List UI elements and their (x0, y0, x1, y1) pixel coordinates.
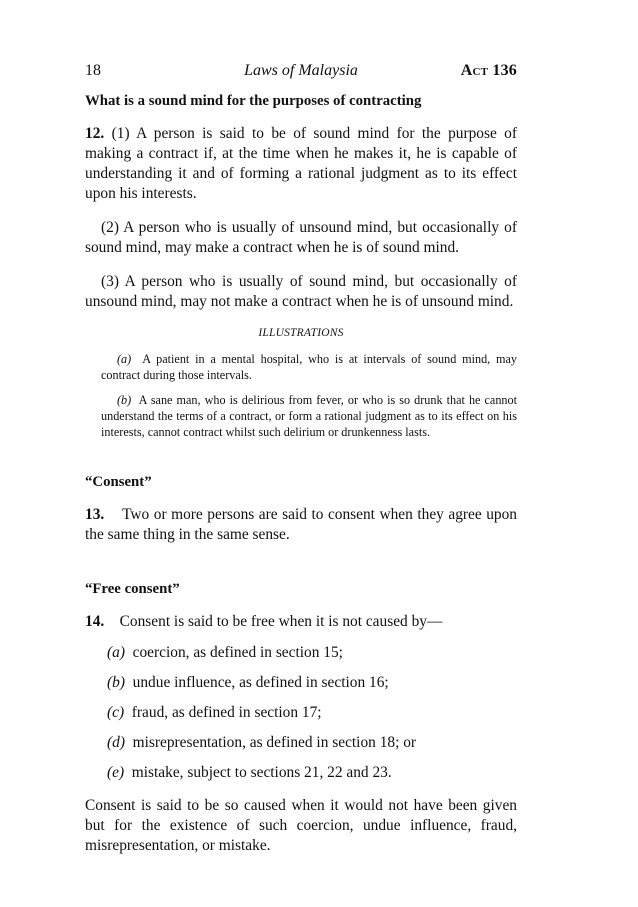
section-14-number: 14. (85, 613, 105, 630)
section-14-heading: “Free consent” (85, 581, 180, 597)
illustration-a (101, 351, 517, 383)
section-12-number: 12. (85, 125, 105, 142)
item-e-text: mistake, subject to sections 21, 22 and 23. (131, 764, 392, 781)
item-e-label: (e) (107, 764, 125, 781)
section-14-item-a (107, 643, 517, 663)
page-number: 18 (85, 62, 101, 79)
illustration-a-text: A patient in a mental hospital, who is at intervals of sound mind, may contract during those intervals. (101, 352, 518, 382)
section-12-subsection-1 (85, 124, 517, 204)
item-a-label: (a) (107, 644, 125, 661)
section-14-item-d (107, 733, 517, 753)
section-14-item-c (107, 703, 517, 723)
item-d-text: misrepresentation, as defined in section 18; or (132, 734, 417, 751)
section-13-heading: “Consent” (85, 474, 152, 490)
section-14-intro-block (85, 612, 517, 632)
item-b-text: undue influence, as defined in section 16; (132, 674, 389, 691)
section-12-subsection-3: (3) A person who is usually of sound mind, but occasionally of unsound mind, may not make a contract when he is of unsound mind. (85, 273, 517, 310)
item-b-label: (b) (107, 674, 125, 691)
illustrations-title: ILLUSTRATIONS (258, 327, 344, 339)
act-number: Act 136 (460, 62, 517, 79)
section-14-closing: Consent is said to be so caused when it would not have been given but for the existence of such coercion, undue influence, fraud, misrepresentation, or mistake. (85, 797, 517, 854)
item-c-label: (c) (107, 704, 125, 721)
section-13-text-block (85, 505, 517, 545)
item-c-text: fraud, as defined in section 17; (131, 704, 322, 721)
illustration-b-label: (b) (117, 393, 132, 407)
document-page (85, 62, 517, 856)
running-header (85, 62, 517, 84)
section-12-subsection-1-text: (1) A person is said to be of sound mind for the purpose of making a contract if, at the time when he makes it, he is capable of understanding it and of forming a rational judgment as to its effect upon his interests. (85, 125, 517, 202)
section-13-number: 13. (85, 506, 105, 523)
illustration-b (101, 392, 517, 440)
item-a-text: coercion, as defined in section 15; (132, 644, 343, 661)
item-d-label: (d) (107, 734, 125, 751)
section-12-subsection-2: (2) A person who is usually of unsound mind, but occasionally of sound mind, may make a contract when he is of sound mind. (85, 219, 517, 256)
illustration-b-text: A sane man, who is delirious from fever, or who is so drunk that he cannot understand the terms of a contract, or form a rational judgment as to its effect on his interests, cannot contract whilst such delirium or drunkenness lasts. (101, 393, 517, 439)
section-14-item-e (107, 763, 517, 783)
section-13-text: Two or more persons are said to consent when they agree upon the same thing in the same sense. (85, 506, 517, 543)
illustration-a-label: (a) (117, 352, 132, 366)
section-14-item-b (107, 673, 517, 693)
section-12-heading: What is a sound mind for the purposes of contracting (85, 93, 422, 109)
section-14-intro: Consent is said to be free when it is not caused by— (119, 613, 443, 630)
running-title: Laws of Malaysia (244, 62, 358, 79)
